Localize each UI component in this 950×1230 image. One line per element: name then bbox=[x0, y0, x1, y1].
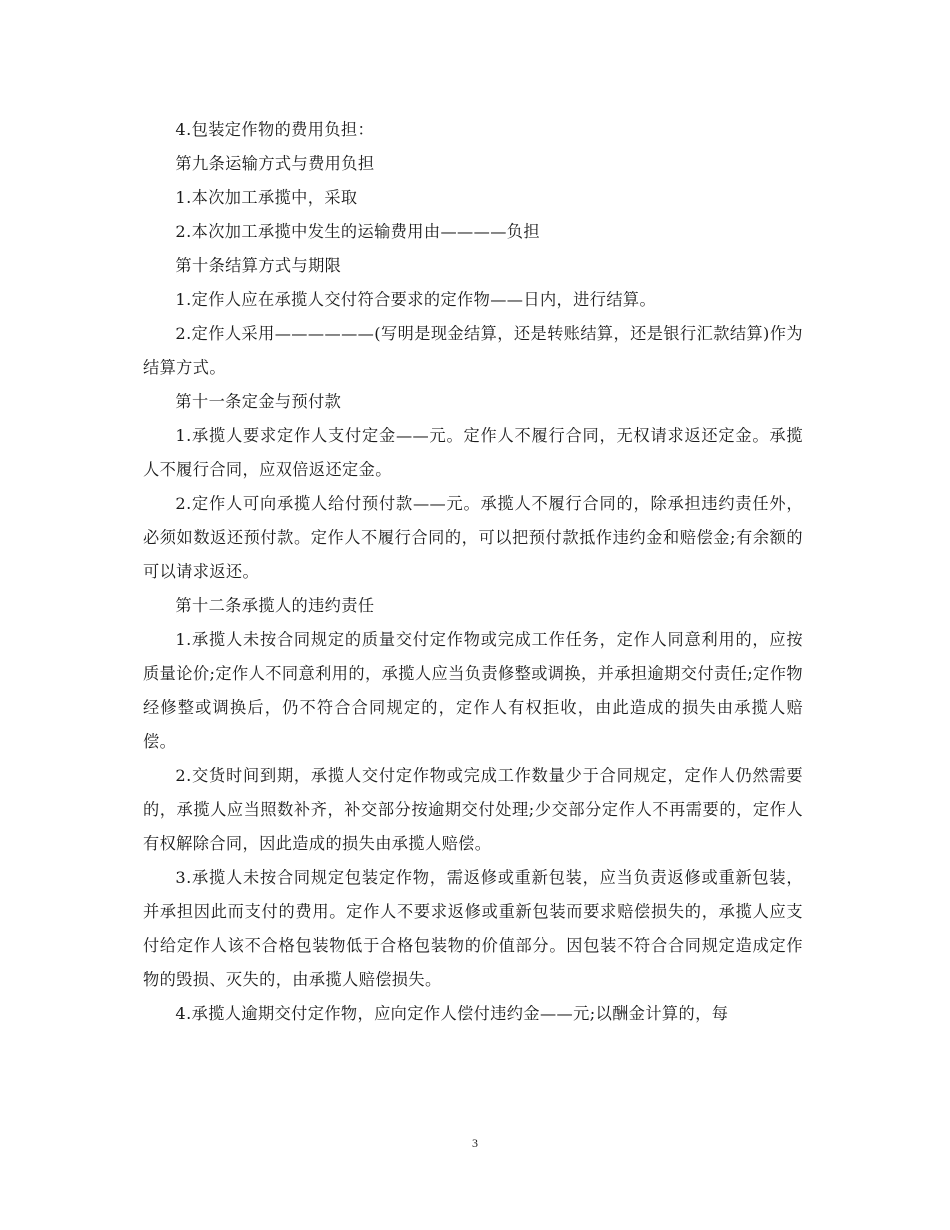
paragraph-quantity-liability: 2.交货时间到期，承揽人交付定作物或完成工作数量少于合同规定，定作人仍然需要的，承揽人应当照数补齐，补交部分按逾期交付处理;少交部分定作人不再需要的，定作人有权解除合同，因此造成的损失由承揽人赔偿。 bbox=[143, 766, 803, 853]
paragraph-advance-payment: 2.定作人可向承揽人给付预付款——元。承揽人不履行合同的，除承担违约责任外，必须如数返还预付款。定作人不履行合同的，可以把预付款抵作违约金和赔偿金;有余额的可以请求返还。 bbox=[143, 494, 803, 581]
paragraph-deposit: 1.承揽人要求定作人支付定金——元。定作人不履行合同，无权请求返还定金。承揽人不履行合同，应双倍返还定金。 bbox=[143, 426, 803, 479]
page-number: 3 bbox=[472, 1136, 478, 1150]
paragraph-packaging-liability: 3.承揽人未按合同规定包装定作物，需返修或重新包装，应当负责返修或重新包装，并承担因此而支付的费用。定作人不要求返修或重新包装而要求赔偿损失的，承揽人应支付给定作人该不合格包装物低于合格包装物的价值部分。因包装不符合合同规定造成定作物的毁损、灭失的，由承揽人赔偿损失。 bbox=[143, 868, 803, 989]
article-11-heading: 第十一条定金与预付款 bbox=[175, 392, 342, 411]
article-12-heading: 第十二条承揽人的违约责任 bbox=[175, 596, 375, 615]
paragraph-settlement-method: 2.定作人采用——————(写明是现金结算，还是转账结算，还是银行汇款结算)作为结算方式。 bbox=[143, 324, 803, 377]
paragraph-packaging-cost: 4.包装定作物的费用负担： bbox=[175, 120, 375, 139]
paragraph-late-delivery: 4.承揽人逾期交付定作物，应向定作人偿付违约金——元;以酬金计算的，每 bbox=[175, 1004, 729, 1023]
paragraph-quality-liability: 1.承揽人未按合同规定的质量交付定作物或完成工作任务，定作人同意利用的，应按质量论价;定作人不同意利用的，承揽人应当负责修整或调换，并承担逾期交付责任;定作物经修整或调换后，仍不符合合同规定的，定作人有权拒收，由此造成的损失由承揽人赔偿。 bbox=[143, 630, 803, 751]
paragraph-transport-method: 1.本次加工承揽中，采取 bbox=[175, 188, 358, 207]
document-body bbox=[143, 113, 803, 1031]
article-10-heading: 第十条结算方式与期限 bbox=[175, 256, 342, 275]
paragraph-settlement-deadline: 1.定作人应在承揽人交付符合要求的定作物——日内，进行结算。 bbox=[175, 290, 657, 309]
paragraph-transport-cost: 2.本次加工承揽中发生的运输费用由————负担 bbox=[175, 222, 540, 241]
article-9-heading: 第九条运输方式与费用负担 bbox=[175, 154, 375, 173]
